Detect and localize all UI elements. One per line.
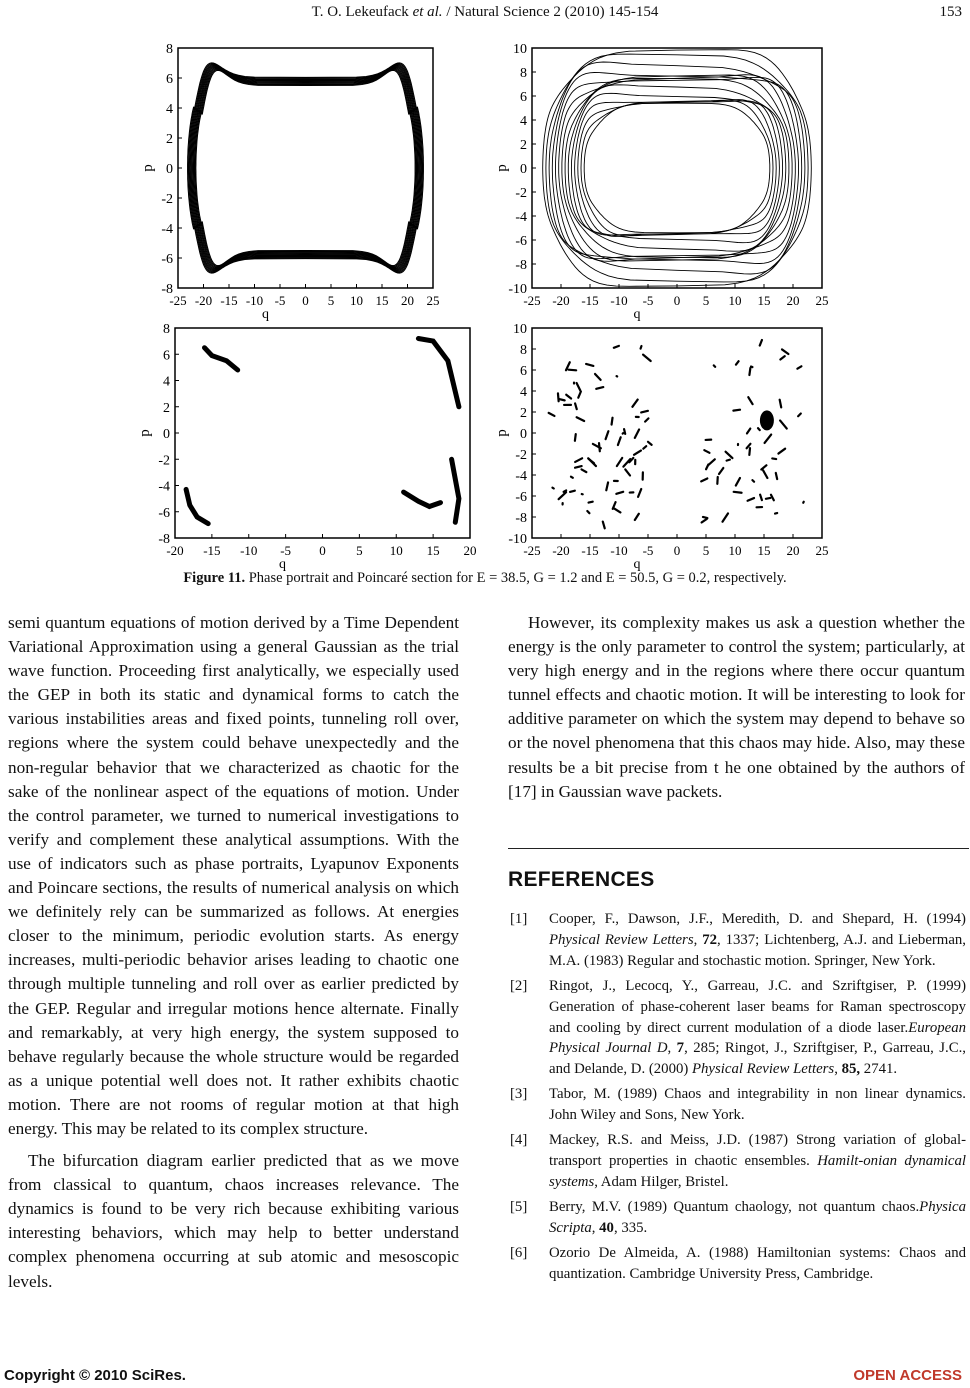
x-tick-label: 10 xyxy=(350,293,363,308)
x-tick-label: 10 xyxy=(728,543,742,558)
x-axis-label: q xyxy=(633,557,641,572)
reference-item: [1] Cooper, F., Dawson, J.F., Meredith, D. and Shepard, H. (1994) Physical Review Letters, 72, 1337; Lichtenberg, A.J. and Lieberman, M.A. (1983) Regular and stochastic motion. Springer, New York. xyxy=(510,911,966,969)
x-tick-label: -20 xyxy=(552,543,570,558)
y-tick-label: -4 xyxy=(161,222,173,237)
y-tick-label: -2 xyxy=(158,453,170,469)
phase-curves xyxy=(549,340,804,528)
y-tick-label: 4 xyxy=(520,385,527,400)
x-tick-label: 15 xyxy=(757,543,771,558)
y-tick-label: 0 xyxy=(163,427,170,442)
x-tick-label: -5 xyxy=(274,293,286,308)
x-tick-label: 20 xyxy=(401,293,414,308)
x-tick-label: 5 xyxy=(702,293,710,308)
reference-number: [4] xyxy=(510,1132,528,1149)
y-tick-label: 0 xyxy=(166,162,173,177)
y-tick-label: -8 xyxy=(161,282,173,297)
y-tick-label: -8 xyxy=(158,532,170,547)
x-tick-label: 25 xyxy=(815,293,829,308)
x-tick-label: -5 xyxy=(642,543,654,558)
y-tick-label: 4 xyxy=(163,374,170,390)
x-tick-label: 15 xyxy=(757,293,771,308)
y-tick-label: -8 xyxy=(515,511,527,526)
x-tick-label: 25 xyxy=(815,543,829,558)
x-tick-label: 25 xyxy=(426,293,440,308)
x-tick-label: -5 xyxy=(280,543,292,558)
y-tick-label: -4 xyxy=(515,469,527,484)
y-tick-label: -6 xyxy=(161,252,173,267)
x-tick-label: -25 xyxy=(523,543,541,558)
x-tick-label: -20 xyxy=(552,293,570,308)
y-tick-label: 6 xyxy=(520,364,527,379)
reference-number: [5] xyxy=(510,1198,528,1215)
y-tick-label: 2 xyxy=(163,400,170,416)
running-title: T. O. Lekeufack et al. / Natural Science 2 (2010) 145-154 xyxy=(311,4,659,20)
reference-number: [1] xyxy=(510,911,528,927)
x-tick-label: 0 xyxy=(319,543,326,558)
y-tick-label: 6 xyxy=(166,72,173,87)
phase-curves xyxy=(543,50,812,287)
x-tick-label: 5 xyxy=(327,293,335,308)
y-tick-label: -2 xyxy=(161,192,173,207)
x-tick-label: 0 xyxy=(673,293,681,308)
right-column xyxy=(508,611,965,804)
section-divider xyxy=(508,848,969,849)
x-axis-label: q xyxy=(262,307,269,322)
left-column xyxy=(8,611,459,1294)
x-tick-label: -10 xyxy=(610,293,628,308)
body-paragraph: However, its complexity makes us ask a question whether the energy is the only parameter to control the system; particularly, at very high energy and in the regions where there occur quantum tunnel effects and chaotic motion. It will be interesting to look for additive parameter on which the system may depend to behave so or the novel phenomena that this chaos may hide. Also, may these results be a bit precise from t he one obtained by the authors of [17] in Gaussian wave packets. xyxy=(508,613,965,801)
y-tick-label: -2 xyxy=(515,448,527,463)
reference-number: [2] xyxy=(510,977,528,994)
x-tick-label: -5 xyxy=(642,293,654,308)
y-tick-label: -8 xyxy=(515,258,527,273)
x-tick-label: -10 xyxy=(240,543,258,558)
x-tick-label: 20 xyxy=(786,293,800,308)
phase-curves xyxy=(188,63,424,273)
reference-item: [3] Tabor, M. (1989) Chaos and integrability in non linear dynamics. John Wiley and Sons, New York. xyxy=(510,1086,966,1124)
y-tick-label: 4 xyxy=(520,114,527,129)
reference-number: [3] xyxy=(510,1086,528,1103)
y-tick-label: 6 xyxy=(520,90,527,105)
x-tick-label: 15 xyxy=(375,293,389,308)
plot-poincare-e505 xyxy=(490,322,835,572)
x-tick-label: 10 xyxy=(728,293,742,308)
references-heading: REFERENCES xyxy=(508,868,655,891)
x-axis-label: q xyxy=(633,307,641,322)
reference-item: [4] Mackey, R.S. and Meiss, J.D. (1987) Strong variation of global-transport properties in chaotic ensembles. Hamilt-onian dynamical systems, Adam Hilger, Bristel. xyxy=(510,1132,967,1190)
reference-item: [5] Berry, M.V. (1989) Quantum chaology, not quantum chaos.Physica Scripta, 40, 335. xyxy=(510,1198,966,1236)
reference-item: [2] Ringot, J., Lecocq, Y., Garreau, J.C. and Szriftgiser, P. (1999) Generation of phase-coherent laser beams for Raman spectroscopy and cooling by direct current modulation of a diode laser.European Physical Journal D, 7, 285; Ringot, J., Szriftgiser, P., Garreau, J.C., and Delande, D. (2000) Physical Review Letters, 85, 2741. xyxy=(510,977,966,1078)
y-tick-label: -4 xyxy=(515,210,527,225)
y-axis-label: p xyxy=(137,429,153,437)
x-tick-label: -20 xyxy=(194,293,213,308)
reference-item: [6] Ozorio De Almeida, A. (1988) Hamiltonian systems: Chaos and quantization. Cambridge University Press, Cambridge. xyxy=(510,1244,966,1282)
y-tick-label: -6 xyxy=(158,505,170,521)
y-tick-label: 10 xyxy=(513,42,527,57)
x-tick-label: 20 xyxy=(786,543,800,558)
x-axis-label: q xyxy=(279,557,286,572)
plot-phase-portrait-e505 xyxy=(490,40,835,320)
open-access-label: OPEN ACCESS xyxy=(853,1367,962,1384)
body-paragraph: The bifurcation diagram earlier predicted that as we move from classical to quantum, chaos increases relevance. The dynamics is found to be very rich because exhibiting various interesting behaviors, which may help to better understand complex phenomena occurring at sub atomic and mesoscopic levels. xyxy=(8,1151,459,1291)
plot-phase-portrait-e385 xyxy=(130,40,450,320)
y-tick-label: 6 xyxy=(163,348,170,364)
y-tick-label: -4 xyxy=(158,479,170,495)
copyright-notice: Copyright © 2010 SciRes. xyxy=(4,1367,186,1384)
phase-curves xyxy=(186,339,459,524)
x-tick-label: -15 xyxy=(581,543,599,558)
reference-number: [6] xyxy=(510,1244,528,1261)
x-tick-label: -15 xyxy=(581,293,599,308)
y-tick-label: 0 xyxy=(520,427,527,442)
y-tick-label: 10 xyxy=(513,322,527,337)
y-tick-label: 8 xyxy=(520,66,527,81)
y-tick-label: 2 xyxy=(520,138,527,153)
x-tick-label: -20 xyxy=(166,543,184,558)
x-tick-label: -25 xyxy=(523,293,541,308)
x-tick-label: 20 xyxy=(463,543,477,558)
y-tick-label: 4 xyxy=(166,102,173,117)
y-axis-label: p xyxy=(140,164,156,172)
y-tick-label: -10 xyxy=(508,532,527,547)
x-tick-label: -25 xyxy=(169,293,187,308)
y-tick-label: 8 xyxy=(163,322,170,337)
x-tick-label: 15 xyxy=(426,543,440,558)
body-paragraph: semi quantum equations of motion derived by a Time Dependent Variational Approximation using a general Gaussian as the trial wave function. Proceeding first analytically, we especially used the GEP in both its static and dynamical forms to catch the various instabilities areas and fixed points, tunneling roll over, regions where the system could behave unexpectedly and the non-regular behavior that we characterized as chaotic for the sake of the nonlinear aspect of the equations of motion. Under the control parameter, we turned to numerical investigations to verify and complement these analytical assumptions. With the use of indicators such as phase portraits, Lyapunov Exponents and Poincare sections, the results of numerical analysis on which we definitely rely can be summarized as follows. At energies closer to the minimum, periodic evolution starts. As energy increases, multi-periodic behavior arises leading to chaotic one through multiple tunneling and roll over as earlier predicted by the GEP. Regular and irregular motions hence alternate. Finally and remarkably, at very high energy, the system supposed to behave regularly because the whole structure would be regarded as a unique potential well does not. It rather exhibits chaotic motion. There are not rooms of regular motion at that high energy. This may be related to its complex structure. xyxy=(8,613,459,1138)
x-tick-label: -15 xyxy=(203,543,221,558)
x-tick-label: 0 xyxy=(673,543,681,558)
x-tick-label: 5 xyxy=(702,543,710,558)
y-tick-label: -6 xyxy=(515,490,527,505)
x-tick-label: 0 xyxy=(302,293,309,308)
y-tick-label: 0 xyxy=(520,162,527,177)
plot-poincare-e385 xyxy=(130,322,480,572)
x-tick-label: -10 xyxy=(610,543,628,558)
x-tick-label: -15 xyxy=(220,293,238,308)
reference-list xyxy=(508,909,966,1288)
y-tick-label: 8 xyxy=(166,42,173,57)
running-header xyxy=(0,4,970,24)
y-axis-label: p xyxy=(494,164,510,172)
page-number: 153 xyxy=(939,4,962,20)
y-axis-label: p xyxy=(494,429,510,437)
x-tick-label: 10 xyxy=(389,543,403,558)
x-tick-label: 5 xyxy=(356,543,363,558)
y-tick-label: 2 xyxy=(166,132,173,147)
y-tick-label: -10 xyxy=(508,282,527,297)
y-tick-label: -6 xyxy=(515,234,527,249)
x-tick-label: -10 xyxy=(245,293,264,308)
y-tick-label: 2 xyxy=(520,406,527,421)
figure-caption: Figure 11. Phase portrait and Poincaré section for E = 38.5, G = 1.2 and E = 50.5, G = 0.2, respectively. xyxy=(183,570,787,586)
y-tick-label: 8 xyxy=(520,343,527,358)
y-tick-label: -2 xyxy=(515,186,527,201)
